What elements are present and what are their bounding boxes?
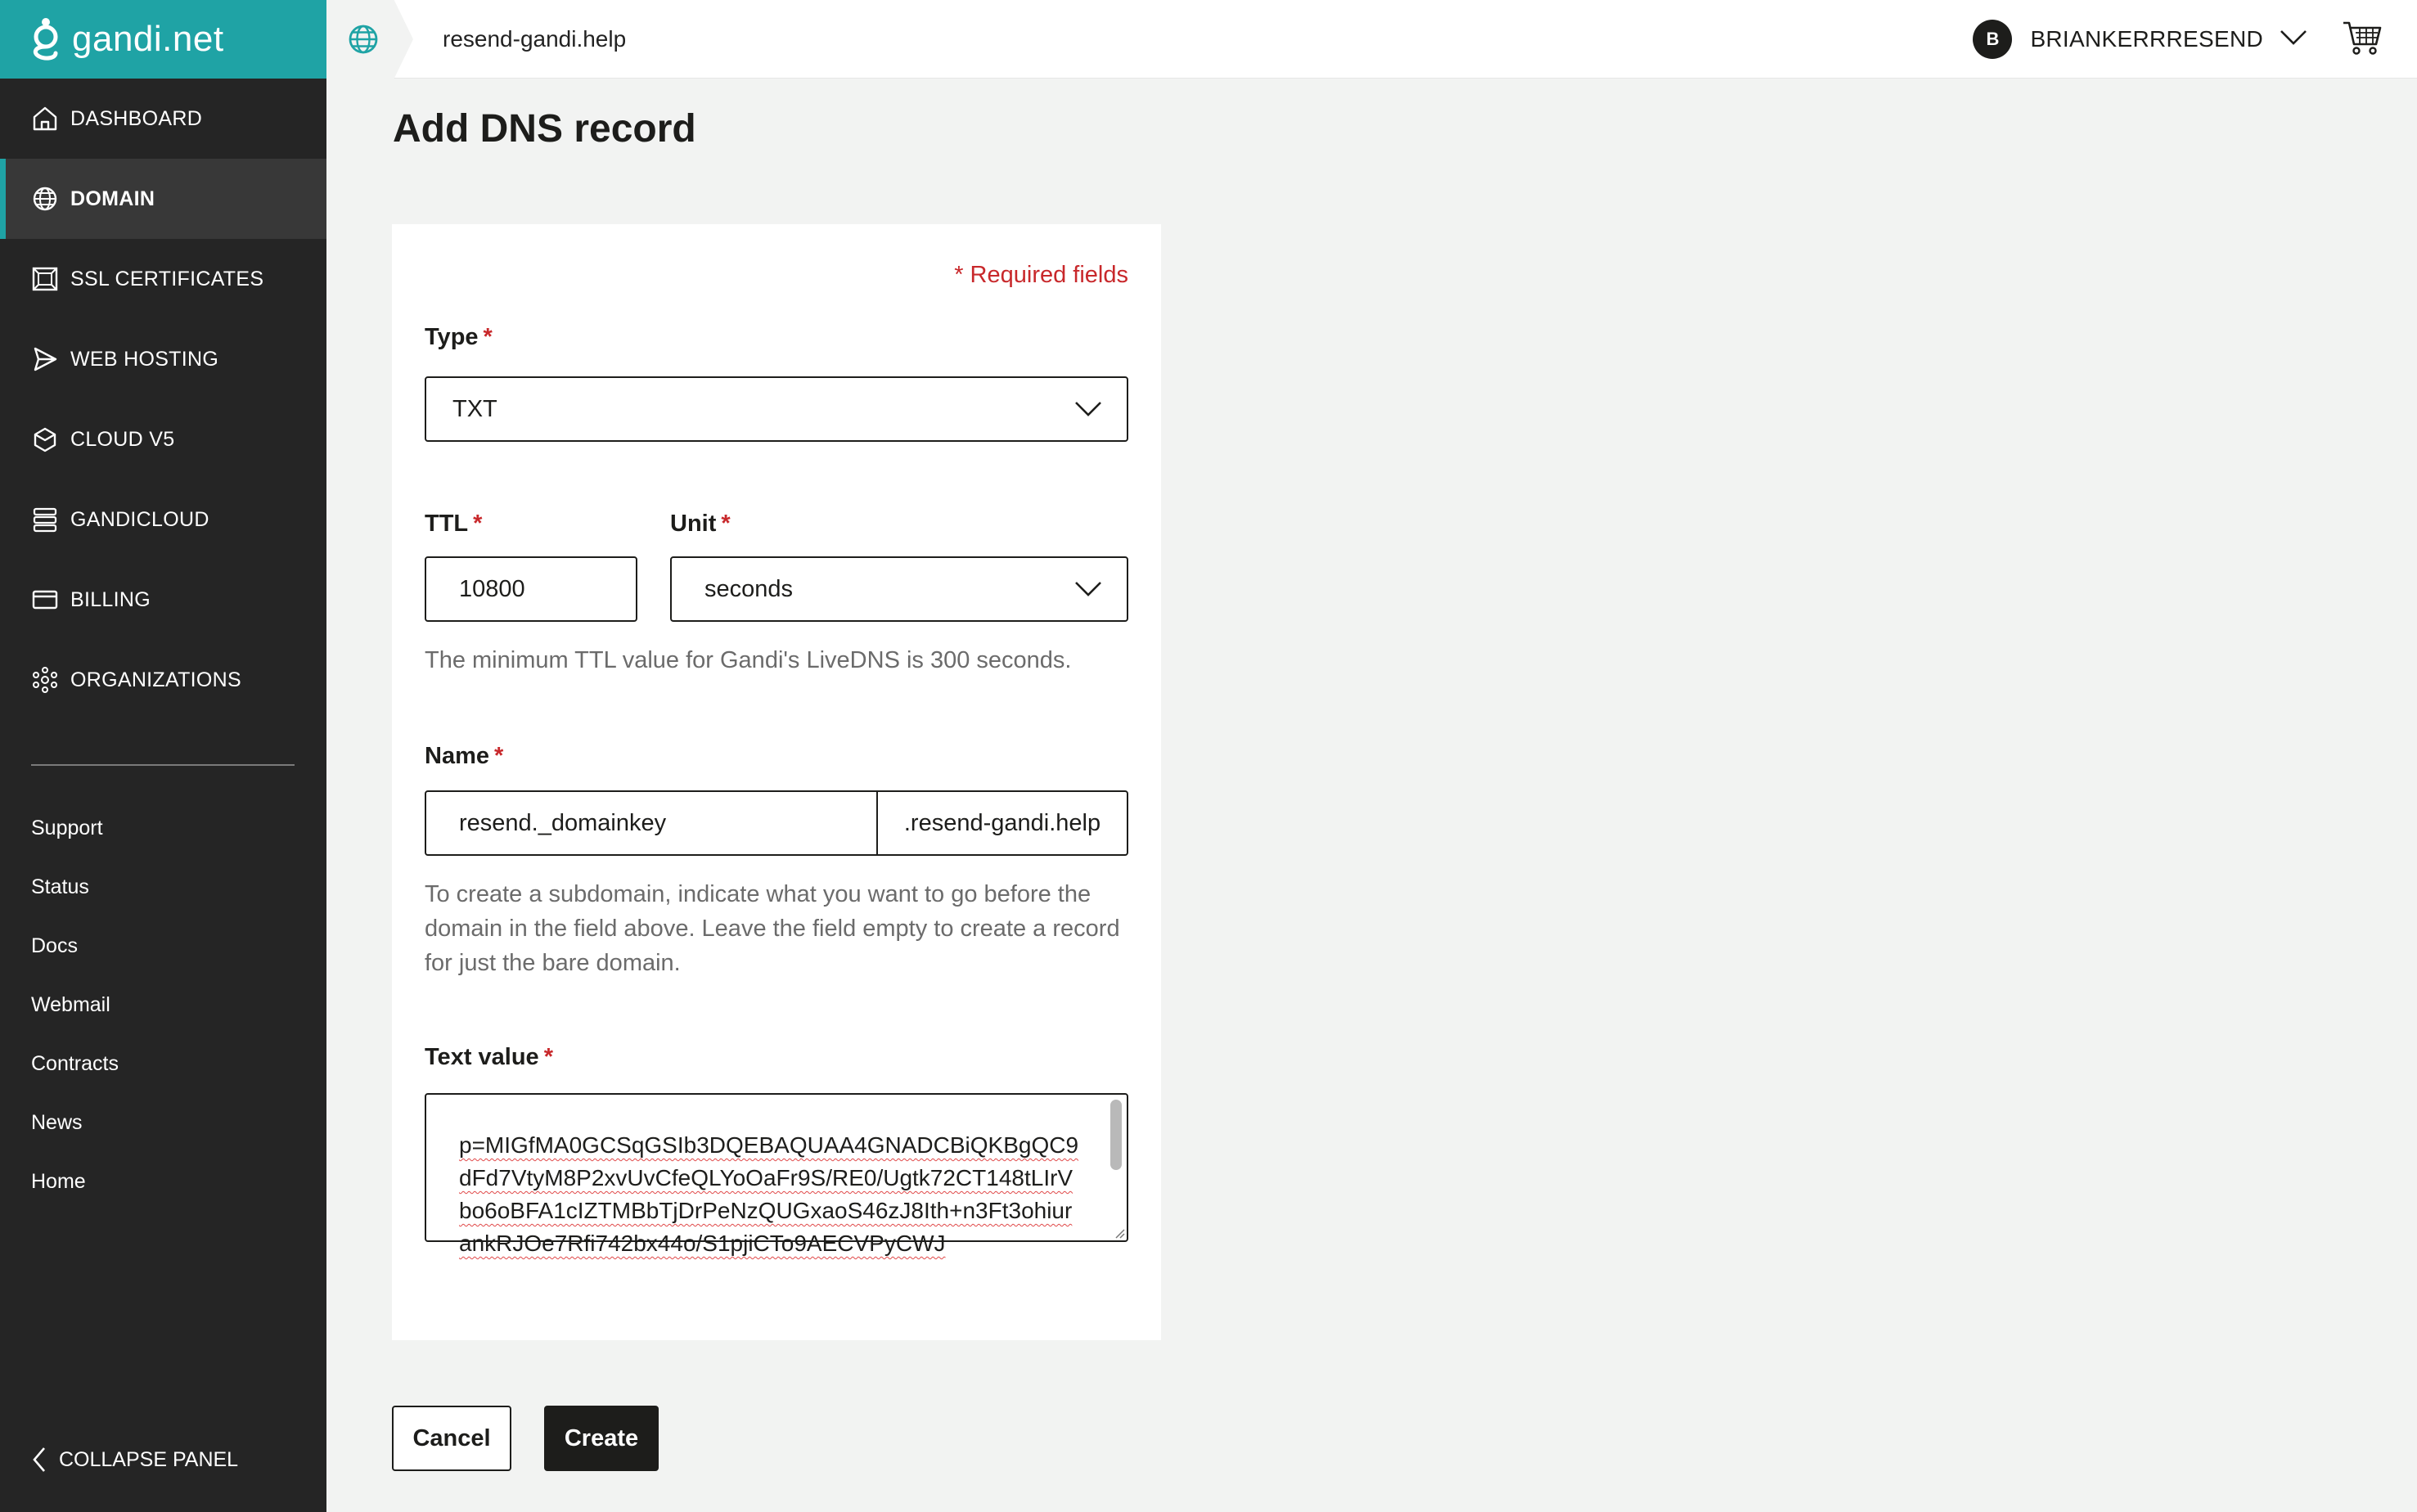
type-label-text: Type (425, 324, 479, 350)
link-contracts[interactable]: Contracts (31, 1052, 119, 1075)
gandi-logo[interactable] (0, 0, 326, 79)
dns-record-form (392, 224, 1161, 1340)
nav-item-billing[interactable] (0, 560, 326, 640)
link-status[interactable]: Status (31, 875, 89, 898)
servers-icon (31, 506, 59, 533)
nav-label: ORGANIZATIONS (70, 668, 242, 691)
username[interactable]: BRIANKERRRESEND (2030, 26, 2263, 52)
required-fields-note: * Required fields (954, 262, 1128, 288)
cart-icon[interactable] (2342, 20, 2383, 60)
gandi-logo-icon (29, 16, 62, 63)
brand-name: gandi.net (72, 19, 224, 59)
nav-label: WEB HOSTING (70, 347, 219, 371)
nav-item-dashboard[interactable] (0, 79, 326, 159)
chevron-down-icon[interactable] (2280, 29, 2307, 51)
sidebar (0, 0, 326, 1512)
ttl-label-text: TTL (425, 511, 469, 537)
required-star: * (543, 1044, 553, 1070)
chevron-down-icon (1074, 580, 1102, 598)
sidebar-links (31, 808, 119, 1221)
nav-label: BILLING (70, 587, 151, 611)
domain-suffix: .resend-gandi.help (877, 790, 1128, 856)
nav-label: DASHBOARD (70, 106, 203, 130)
cancel-button[interactable]: Cancel (392, 1406, 511, 1471)
sidebar-divider (31, 764, 295, 766)
unit-select[interactable] (670, 556, 1128, 622)
ttl-help-text: The minimum TTL value for Gandi's LiveDNS is 300 seconds. (425, 647, 1072, 673)
page-title: Add DNS record (393, 107, 696, 151)
type-select-value: TXT (452, 395, 497, 422)
ttl-label (425, 511, 482, 538)
avatar[interactable]: B (1973, 20, 2012, 59)
top-bar (326, 0, 2417, 79)
unit-select-value: seconds (704, 575, 794, 602)
chevron-left-icon (31, 1447, 47, 1473)
main-nav (0, 79, 326, 720)
ttl-input-value: 10800 (459, 575, 525, 602)
name-label (425, 743, 503, 770)
nav-item-web-hosting[interactable] (0, 319, 326, 399)
link-support[interactable]: Support (31, 817, 103, 839)
text-value-textarea[interactable] (425, 1093, 1128, 1256)
link-home[interactable]: Home (31, 1170, 86, 1193)
required-star: * (721, 511, 731, 537)
type-label (425, 324, 493, 351)
type-select[interactable] (425, 376, 1128, 442)
send-icon (31, 345, 59, 373)
ttl-input[interactable] (425, 556, 637, 622)
link-news[interactable]: News (31, 1111, 83, 1134)
nav-item-ssl-certificates[interactable] (0, 239, 326, 319)
required-star: * (483, 324, 493, 350)
chevron-down-icon (1074, 400, 1102, 418)
required-star: * (494, 743, 504, 769)
domain-chip[interactable] (326, 0, 413, 79)
globe-icon (31, 185, 59, 213)
user-area (1973, 0, 2383, 79)
home-icon (31, 105, 59, 133)
certificate-icon (31, 265, 59, 293)
nav-label: SSL CERTIFICATES (70, 267, 264, 290)
nav-item-organizations[interactable] (0, 640, 326, 720)
name-label-text: Name (425, 743, 489, 769)
current-domain: resend-gandi.help (443, 26, 627, 52)
link-webmail[interactable]: Webmail (31, 993, 110, 1016)
text-value-content: p=MIGfMA0GCSqGSIb3DQEBAQUAA4GNADCBiQKBgQC9dFd7VtyM8P2xvUvCfeQLYoOaFr9S/RE0/Ugtk72CT148tLIrVbo6oBFA1cIZTMBbTjDrPeNzQUGxaoS46zJ8Ith+n3Ft3ohiurankRJOe7Rfi742bx44o/S1pjiCTo9AECVPyCWJ (459, 1132, 1079, 1256)
unit-label-text: Unit (670, 511, 717, 537)
nav-item-cloud-v5[interactable] (0, 399, 326, 479)
cube-icon (31, 425, 59, 453)
name-input[interactable] (425, 790, 878, 856)
unit-label (670, 511, 731, 538)
link-docs[interactable]: Docs (31, 934, 78, 957)
nav-label: CLOUD V5 (70, 427, 175, 451)
textarea-scrollbar[interactable] (1110, 1100, 1122, 1170)
text-value-label-text: Text value (425, 1044, 539, 1070)
nav-item-domain[interactable] (0, 159, 326, 239)
nav-item-gandicloud[interactable] (0, 479, 326, 560)
globe-icon (346, 22, 380, 56)
card-icon (31, 586, 59, 614)
collapse-panel-button[interactable] (31, 1447, 238, 1473)
name-input-value: resend._domainkey (459, 809, 667, 836)
text-value-label (425, 1044, 553, 1071)
resize-grip-icon[interactable] (1112, 1226, 1125, 1239)
organizations-icon (31, 666, 59, 694)
name-help-text: To create a subdomain, indicate what you want to go before the domain in the field above. Leave the field empty to create a record for just the bare domain. (425, 881, 1120, 976)
nav-label: GANDICLOUD (70, 507, 209, 531)
collapse-panel-label: COLLAPSE PANEL (59, 1447, 239, 1471)
nav-label: DOMAIN (70, 187, 155, 210)
required-star: * (473, 511, 483, 537)
create-button[interactable]: Create (544, 1406, 659, 1471)
